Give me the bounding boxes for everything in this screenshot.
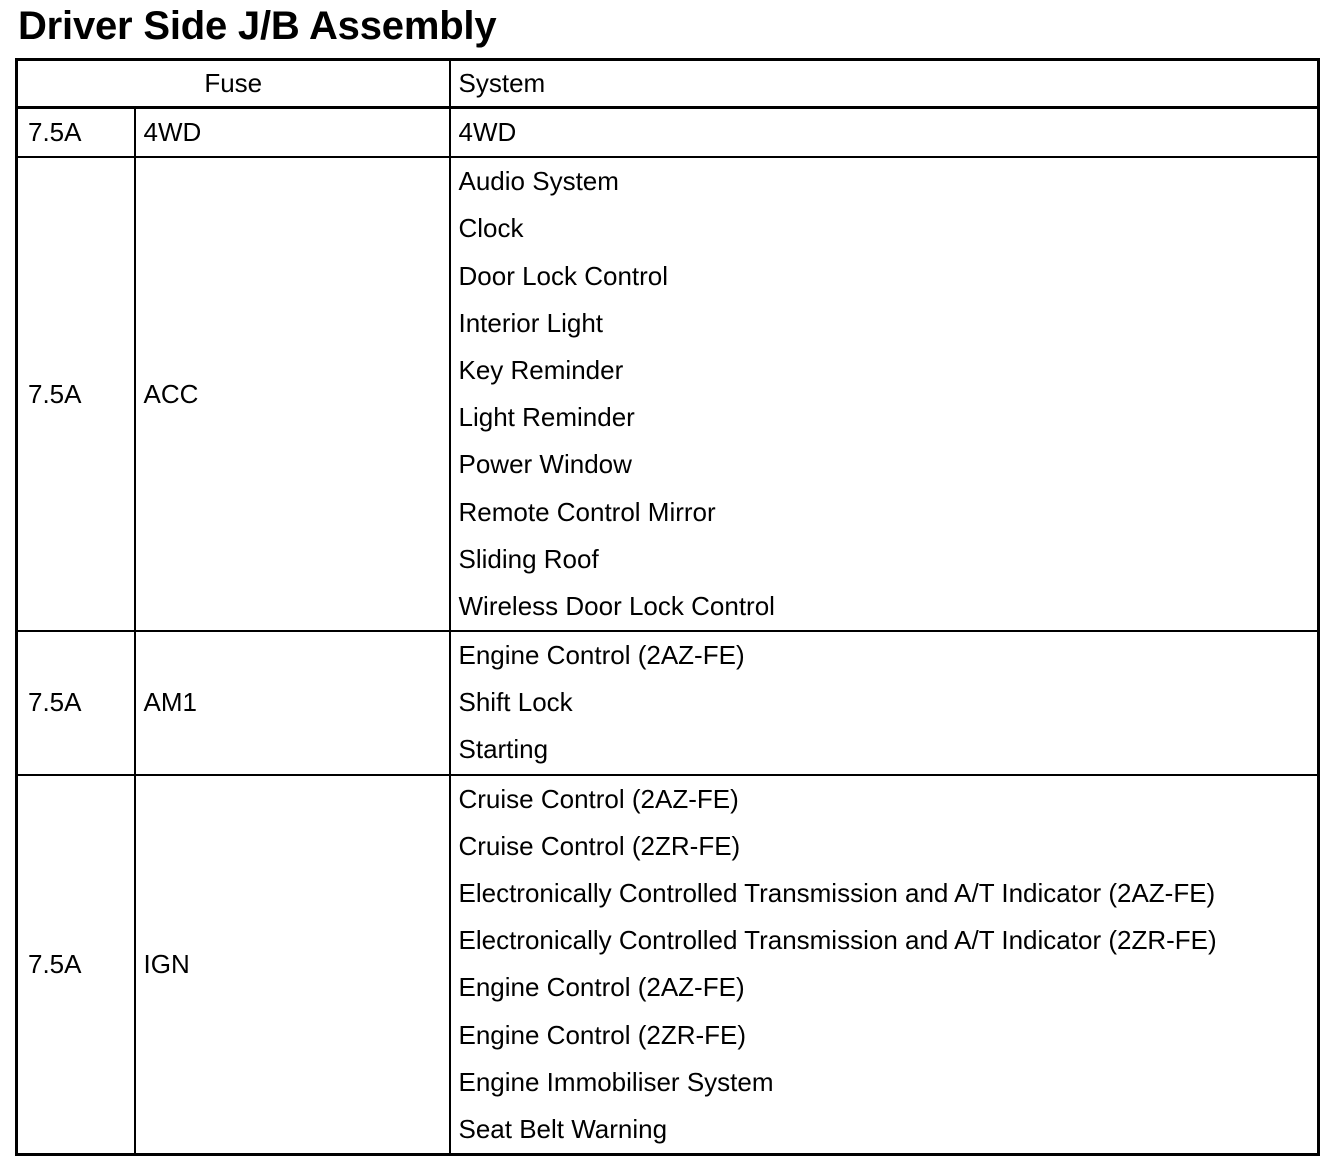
system-item: Starting — [458, 734, 549, 765]
system-column-header: System — [450, 60, 1319, 108]
system-list — [450, 775, 1319, 1155]
system-item: Remote Control Mirror — [458, 496, 716, 527]
system-list — [450, 157, 1319, 631]
system-item: Engine Immobiliser System — [458, 1066, 774, 1097]
system-item: Wireless Door Lock Control — [458, 590, 775, 621]
table-row — [17, 108, 1319, 158]
system-item: Light Reminder — [458, 402, 635, 433]
system-item: Power Window — [458, 449, 632, 480]
fuse-table — [15, 58, 1320, 1156]
fuse-amperage: 7.5A — [17, 631, 135, 775]
system-item: Sliding Roof — [458, 543, 599, 574]
system-item: Engine Control (2ZR-FE) — [458, 1019, 747, 1050]
system-item: Cruise Control (2AZ-FE) — [458, 783, 739, 814]
fuse-name: 4WD — [135, 108, 450, 158]
page-title: Driver Side J/B Assembly — [18, 4, 497, 48]
system-item: Audio System — [458, 166, 619, 197]
fuse-amperage: 7.5A — [17, 108, 135, 158]
system-item: Interior Light — [458, 307, 604, 338]
system-list — [450, 631, 1319, 775]
system-item: Engine Control (2AZ-FE) — [458, 640, 745, 671]
system-item: Engine Control (2AZ-FE) — [458, 972, 745, 1003]
system-item: Door Lock Control — [458, 260, 669, 291]
fuse-amperage: 7.5A — [17, 157, 135, 631]
system-item: Electronically Controlled Transmission and A/T Indicator (2ZR-FE) — [458, 925, 1217, 956]
system-item: Cruise Control (2ZR-FE) — [458, 830, 741, 861]
system-item: Shift Lock — [458, 687, 573, 718]
fuse-name: ACC — [135, 157, 450, 631]
system-item: Clock — [458, 213, 524, 244]
table-header-row — [17, 60, 1319, 108]
system-item: Seat Belt Warning — [458, 1113, 668, 1144]
fuse-amperage: 7.5A — [17, 775, 135, 1155]
system-item: 4WD — [458, 117, 517, 147]
fuse-column-header: Fuse — [17, 60, 450, 108]
system-item: Electronically Controlled Transmission and A/T Indicator (2AZ-FE) — [458, 878, 1216, 908]
system-item: Key Reminder — [458, 354, 624, 385]
table-row — [17, 157, 1319, 631]
fuse-name: AM1 — [135, 631, 450, 775]
system-list — [450, 108, 1319, 158]
table-row — [17, 631, 1319, 775]
fuse-name: IGN — [135, 775, 450, 1155]
table-row — [17, 775, 1319, 1155]
